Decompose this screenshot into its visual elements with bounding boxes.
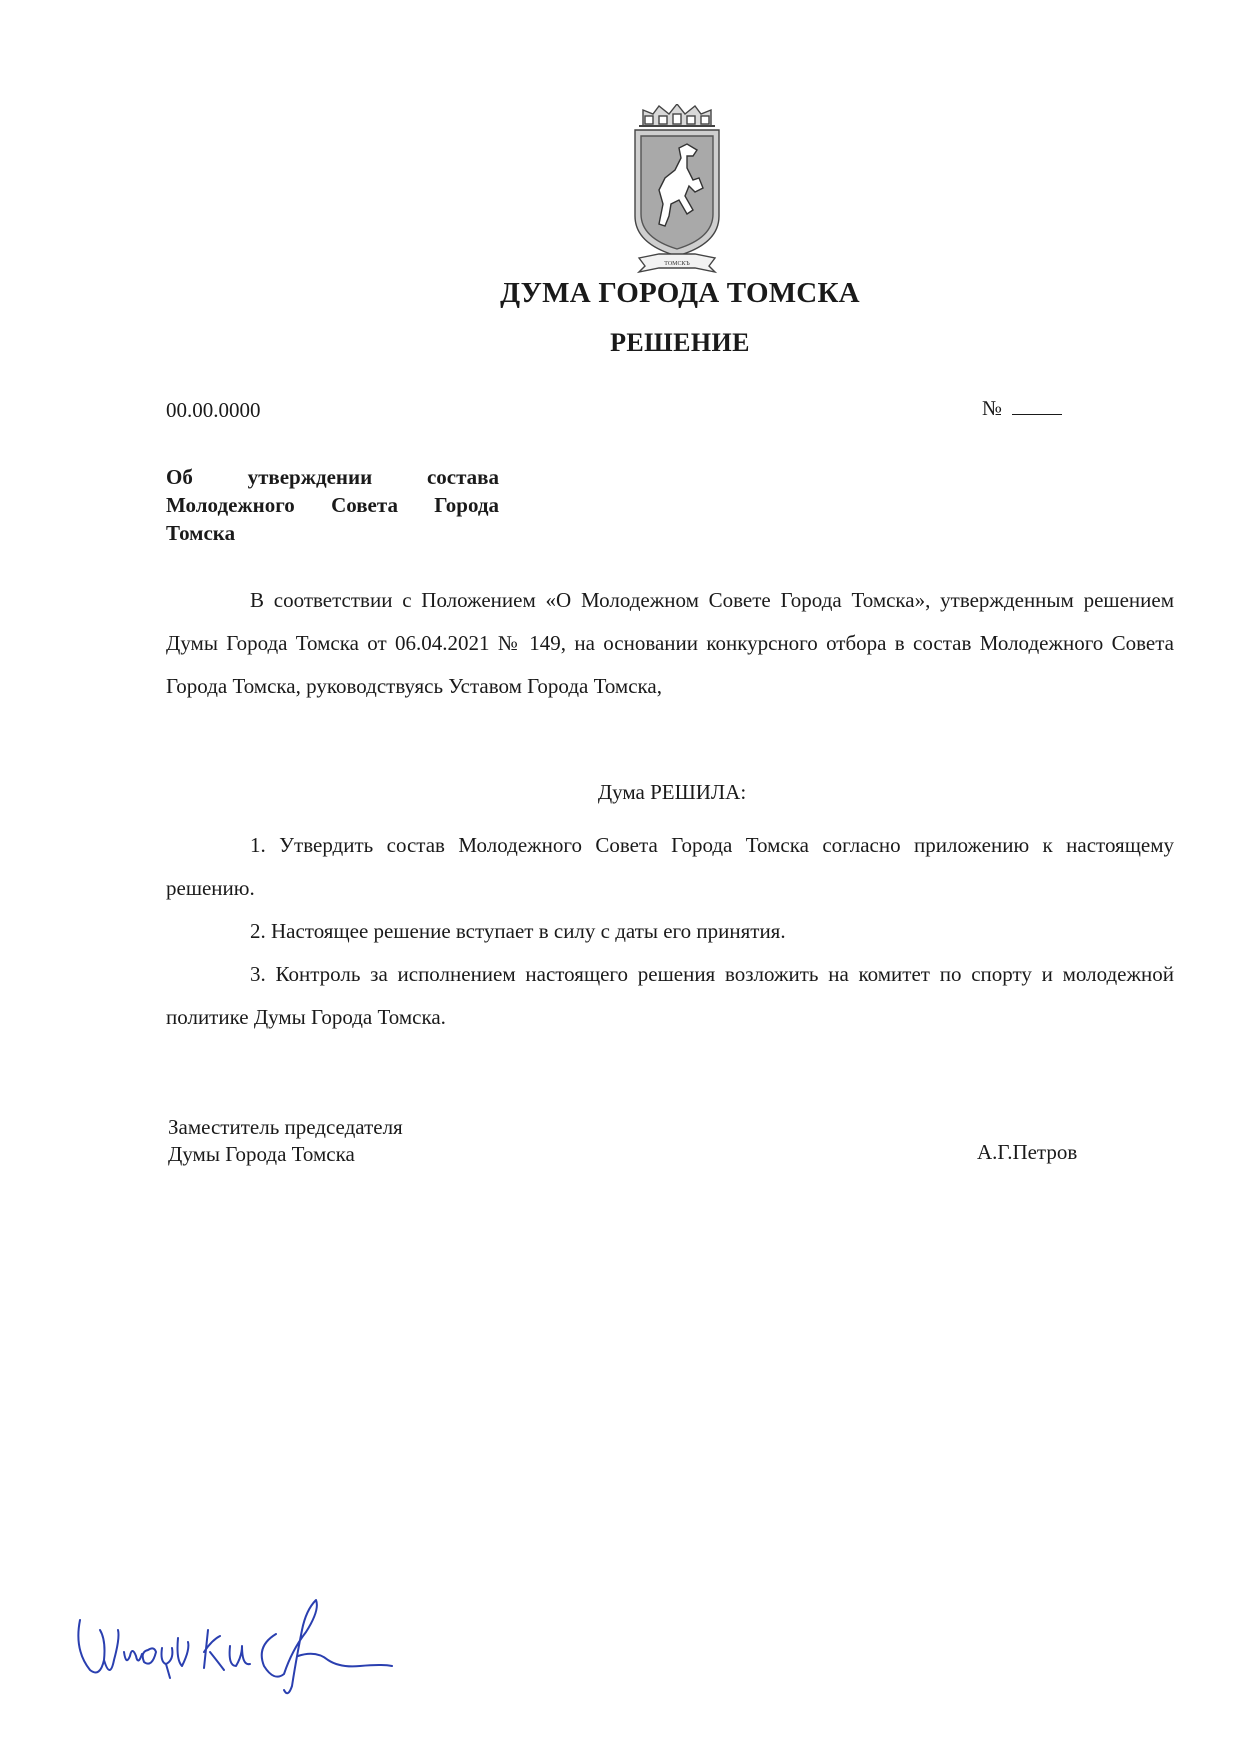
resolution-item-2: 2. Настоящее решение вступает в силу с даты его принятия. — [250, 919, 786, 943]
document-date: 00.00.0000 — [166, 398, 261, 422]
signatory-title-line-2: Думы Города Томска — [168, 1142, 355, 1166]
signatory-name: А.Г.Петров — [977, 1140, 1078, 1164]
resolution-item-1: 1. Утвердить состав Молодежного Совета Города Томска согласно приложению к настоящему решению. — [166, 833, 1174, 900]
signatory-title — [168, 1114, 403, 1168]
preamble-paragraph: В соответствии с Положением «О Молодежном Совете Города Томска», утвержденным решением Думы Города Томска от 06.04.2021 № 149, на основании конкурсного отбора в состав Молодежного Совета Города Томска, руководствуясь Уставом Города Томска, — [166, 588, 1174, 698]
signatory-title-line-1: Заместитель председателя — [168, 1115, 403, 1139]
handwritten-signature-icon — [70, 1590, 400, 1700]
resolution-item-3: 3. Контроль за исполнением настоящего решения возложить на комитет по спорту и молодежной политике Думы Города Томска. — [166, 962, 1174, 1029]
document-type-title: РЕШЕНИЕ — [610, 328, 750, 357]
number-label: № — [982, 396, 1003, 420]
document-number — [982, 396, 1062, 421]
number-blank-line — [1012, 400, 1062, 415]
resolved-label: Дума РЕШИЛА: — [597, 780, 747, 804]
svg-text:ТОМСКЪ: ТОМСКЪ — [664, 261, 690, 267]
organization-title: ДУМА ГОРОДА ТОМСКА — [500, 277, 860, 309]
coat-of-arms-logo — [629, 104, 725, 276]
document-subject: Об утверждении состава Молодежного Совета Города Томска — [166, 465, 499, 545]
